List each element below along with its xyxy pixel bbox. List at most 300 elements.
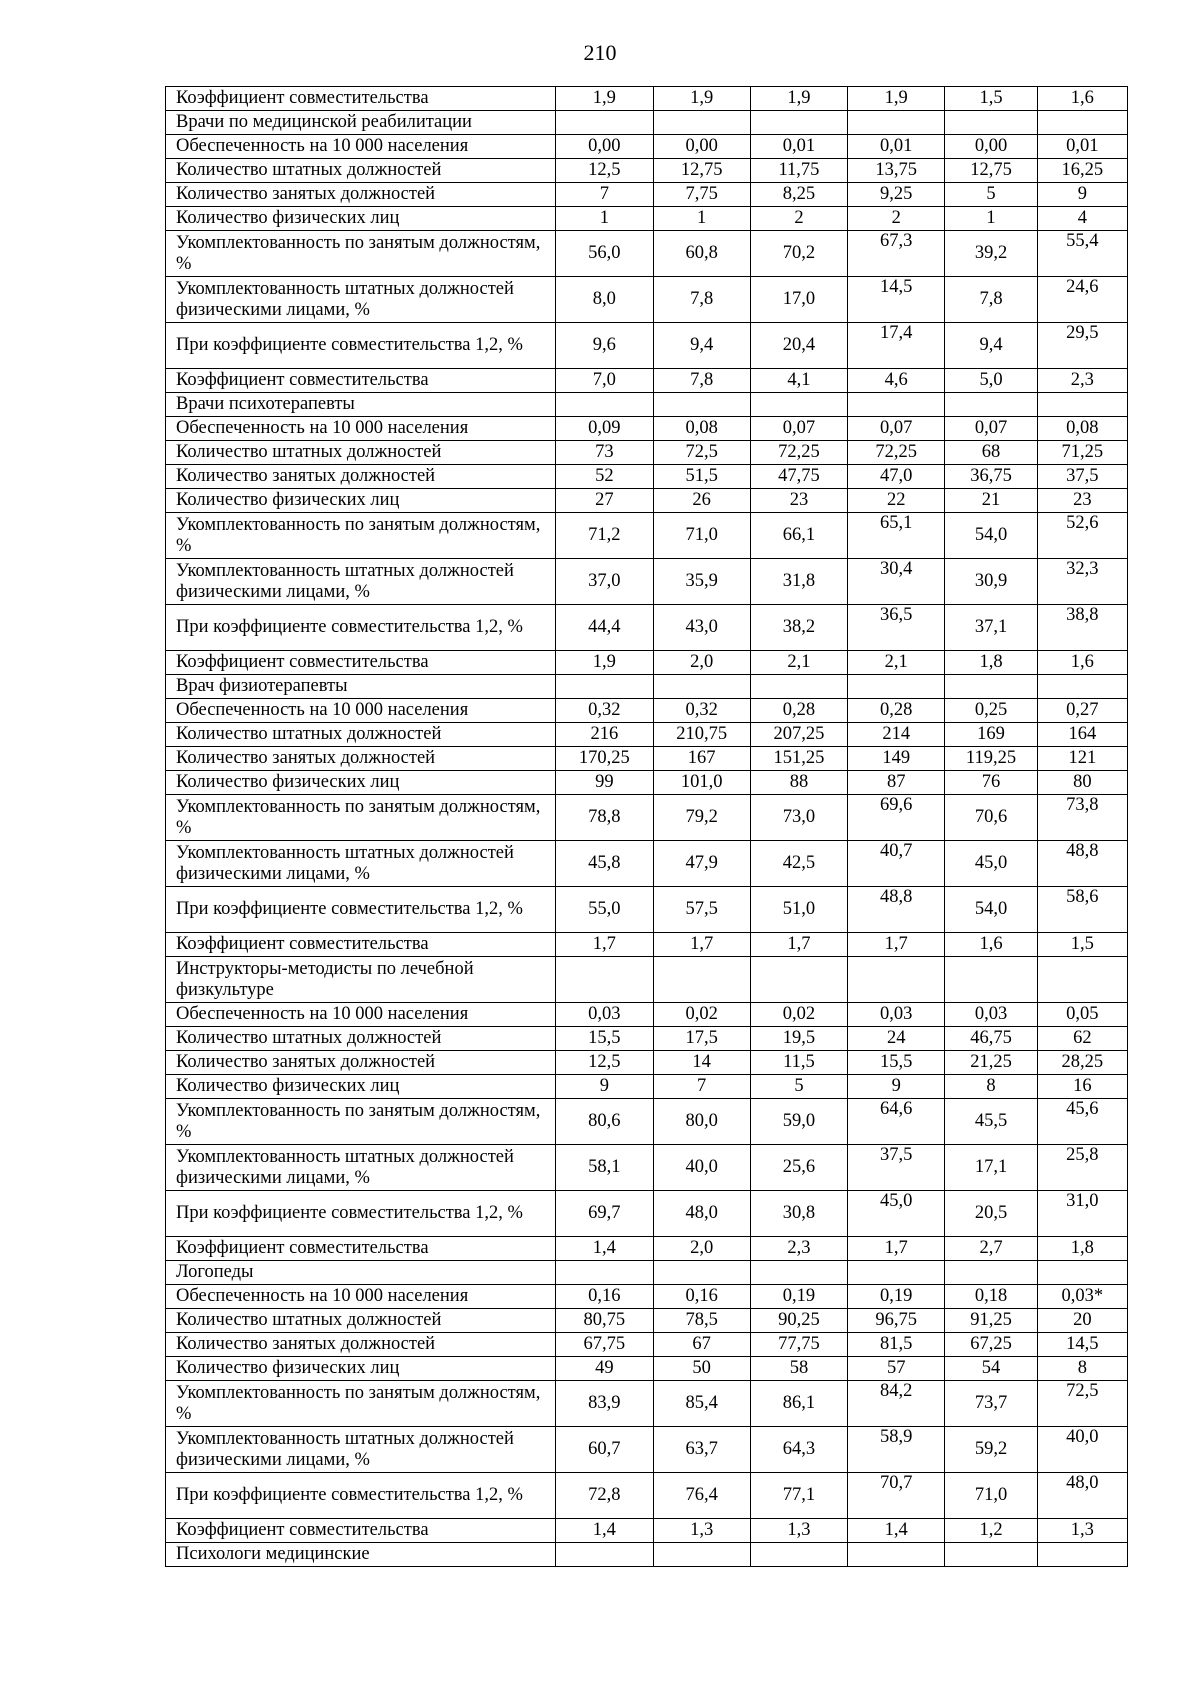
table-row: [166, 1357, 1128, 1381]
cell-value-col-3: 47,75: [750, 465, 847, 489]
cell-value-col-6: 71,25: [1037, 441, 1127, 465]
cell-value-col-2: 12,75: [653, 159, 750, 183]
cell-value-col-6: 16: [1037, 1075, 1127, 1099]
cell-value-col-6: 37,5: [1037, 465, 1127, 489]
cell-value-col-5: 169: [945, 723, 1037, 747]
cell-value-col-5: 119,25: [945, 747, 1037, 771]
cell-value-col-5: 59,2: [945, 1427, 1037, 1473]
cell-value-col-5: [945, 957, 1037, 1003]
cell-value-col-5: 70,6: [945, 795, 1037, 841]
cell-value-col-2: 60,8: [653, 231, 750, 277]
row-label: Психологи медицинские: [166, 1543, 556, 1567]
cell-value-col-5: 30,9: [945, 559, 1037, 605]
cell-value-col-5: 76: [945, 771, 1037, 795]
row-label: При коэффициенте совместительства 1,2, %: [166, 887, 556, 933]
cell-value-col-1: 7: [556, 183, 653, 207]
table-row: [166, 1543, 1128, 1567]
cell-value-col-1: 0,32: [556, 699, 653, 723]
cell-value-col-5: 73,7: [945, 1381, 1037, 1427]
cell-value-col-4: 1,7: [848, 1237, 945, 1261]
cell-value-col-4: 57: [848, 1357, 945, 1381]
cell-value-col-5: 1: [945, 207, 1037, 231]
cell-value-col-6: 0,03*: [1037, 1285, 1127, 1309]
table-row: [166, 1051, 1128, 1075]
row-label: Укомплектованность штатных должностей физическими лицами, %: [166, 277, 556, 323]
cell-value-col-3: 2,1: [750, 651, 847, 675]
cell-value-col-4: 48,8: [848, 887, 945, 933]
cell-value-col-1: [556, 957, 653, 1003]
cell-value-col-3: 42,5: [750, 841, 847, 887]
cell-value-col-2: 50: [653, 1357, 750, 1381]
table-row: [166, 723, 1128, 747]
table-row: [166, 135, 1128, 159]
cell-value-col-3: 5: [750, 1075, 847, 1099]
table-row: [166, 1427, 1128, 1473]
cell-value-col-3: 64,3: [750, 1427, 847, 1473]
row-label: При коэффициенте совместительства 1,2, %: [166, 1473, 556, 1519]
cell-value-col-1: 37,0: [556, 559, 653, 605]
cell-value-col-4: 58,9: [848, 1427, 945, 1473]
cell-value-col-6: [1037, 1543, 1127, 1567]
cell-value-col-3: 0,19: [750, 1285, 847, 1309]
row-label: Коэффициент совместительства: [166, 1519, 556, 1543]
cell-value-col-1: 1,4: [556, 1237, 653, 1261]
cell-value-col-5: 21,25: [945, 1051, 1037, 1075]
cell-value-col-2: 79,2: [653, 795, 750, 841]
cell-value-col-1: 8,0: [556, 277, 653, 323]
table-row: [166, 1473, 1128, 1519]
cell-value-col-5: 1,2: [945, 1519, 1037, 1543]
row-label: Укомплектованность по занятым должностям, %: [166, 795, 556, 841]
row-label: Обеспеченность на 10 000 населения: [166, 1003, 556, 1027]
cell-value-col-1: 12,5: [556, 159, 653, 183]
cell-value-col-1: 80,75: [556, 1309, 653, 1333]
cell-value-col-3: 25,6: [750, 1145, 847, 1191]
cell-value-col-1: 1,7: [556, 933, 653, 957]
cell-value-col-4: 22: [848, 489, 945, 513]
cell-value-col-6: 28,25: [1037, 1051, 1127, 1075]
row-label: Количество физических лиц: [166, 771, 556, 795]
cell-value-col-1: 1,9: [556, 87, 653, 111]
table-row: [166, 417, 1128, 441]
cell-value-col-2: 1,9: [653, 87, 750, 111]
cell-value-col-4: 2,1: [848, 651, 945, 675]
table-row: [166, 651, 1128, 675]
row-label: Количество физических лиц: [166, 1357, 556, 1381]
cell-value-col-6: 40,0: [1037, 1427, 1127, 1473]
cell-value-col-6: 8: [1037, 1357, 1127, 1381]
row-label: Обеспеченность на 10 000 населения: [166, 417, 556, 441]
cell-value-col-3: 59,0: [750, 1099, 847, 1145]
row-label: Коэффициент совместительства: [166, 933, 556, 957]
cell-value-col-4: 87: [848, 771, 945, 795]
row-label: При коэффициенте совместительства 1,2, %: [166, 1191, 556, 1237]
cell-value-col-1: 9: [556, 1075, 653, 1099]
cell-value-col-5: 8: [945, 1075, 1037, 1099]
cell-value-col-3: 2: [750, 207, 847, 231]
cell-value-col-2: 1,7: [653, 933, 750, 957]
row-label: Количество штатных должностей: [166, 1309, 556, 1333]
cell-value-col-6: 32,3: [1037, 559, 1127, 605]
table-row: [166, 887, 1128, 933]
cell-value-col-3: 66,1: [750, 513, 847, 559]
cell-value-col-6: 2,3: [1037, 369, 1127, 393]
row-label: Обеспеченность на 10 000 населения: [166, 1285, 556, 1309]
cell-value-col-1: 60,7: [556, 1427, 653, 1473]
table-row: [166, 675, 1128, 699]
cell-value-col-6: [1037, 957, 1127, 1003]
cell-value-col-2: [653, 1543, 750, 1567]
cell-value-col-2: 0,08: [653, 417, 750, 441]
cell-value-col-1: 12,5: [556, 1051, 653, 1075]
cell-value-col-2: 167: [653, 747, 750, 771]
table-row: [166, 1237, 1128, 1261]
cell-value-col-1: 0,16: [556, 1285, 653, 1309]
cell-value-col-3: 38,2: [750, 605, 847, 651]
table-row: [166, 559, 1128, 605]
cell-value-col-6: 1,8: [1037, 1237, 1127, 1261]
row-label: Количество занятых должностей: [166, 1051, 556, 1075]
cell-value-col-6: 48,8: [1037, 841, 1127, 887]
cell-value-col-3: 86,1: [750, 1381, 847, 1427]
table-row: [166, 841, 1128, 887]
cell-value-col-3: 1,9: [750, 87, 847, 111]
cell-value-col-2: [653, 1261, 750, 1285]
cell-value-col-6: 80: [1037, 771, 1127, 795]
cell-value-col-3: [750, 1543, 847, 1567]
cell-value-col-4: [848, 393, 945, 417]
cell-value-col-6: 55,4: [1037, 231, 1127, 277]
cell-value-col-1: 78,8: [556, 795, 653, 841]
cell-value-col-1: 73: [556, 441, 653, 465]
cell-value-col-1: 0,09: [556, 417, 653, 441]
table-row: [166, 231, 1128, 277]
table-row: [166, 393, 1128, 417]
row-label: Количество занятых должностей: [166, 183, 556, 207]
cell-value-col-6: 24,6: [1037, 277, 1127, 323]
cell-value-col-2: 7: [653, 1075, 750, 1099]
cell-value-col-2: 80,0: [653, 1099, 750, 1145]
cell-value-col-6: [1037, 1261, 1127, 1285]
cell-value-col-5: [945, 1543, 1037, 1567]
cell-value-col-2: 78,5: [653, 1309, 750, 1333]
cell-value-col-2: 72,5: [653, 441, 750, 465]
cell-value-col-4: 9: [848, 1075, 945, 1099]
cell-value-col-5: 68: [945, 441, 1037, 465]
row-label: Врач физиотерапевты: [166, 675, 556, 699]
table-row: [166, 369, 1128, 393]
cell-value-col-4: 1,9: [848, 87, 945, 111]
cell-value-col-2: 7,8: [653, 369, 750, 393]
cell-value-col-1: 27: [556, 489, 653, 513]
cell-value-col-5: [945, 393, 1037, 417]
row-label: Врачи по медицинской реабилитации: [166, 111, 556, 135]
row-label: При коэффициенте совместительства 1,2, %: [166, 323, 556, 369]
cell-value-col-5: 71,0: [945, 1473, 1037, 1519]
cell-value-col-4: 0,19: [848, 1285, 945, 1309]
cell-value-col-6: 29,5: [1037, 323, 1127, 369]
cell-value-col-6: 4: [1037, 207, 1127, 231]
cell-value-col-3: 4,1: [750, 369, 847, 393]
cell-value-col-6: 1,5: [1037, 933, 1127, 957]
cell-value-col-5: 39,2: [945, 231, 1037, 277]
cell-value-col-6: 58,6: [1037, 887, 1127, 933]
table-row: [166, 323, 1128, 369]
cell-value-col-5: 2,7: [945, 1237, 1037, 1261]
cell-value-col-2: 67: [653, 1333, 750, 1357]
cell-value-col-2: 40,0: [653, 1145, 750, 1191]
cell-value-col-6: 20: [1037, 1309, 1127, 1333]
cell-value-col-5: 0,03: [945, 1003, 1037, 1027]
cell-value-col-4: 24: [848, 1027, 945, 1051]
cell-value-col-6: 62: [1037, 1027, 1127, 1051]
cell-value-col-1: 1,4: [556, 1519, 653, 1543]
cell-value-col-4: [848, 1543, 945, 1567]
cell-value-col-2: 63,7: [653, 1427, 750, 1473]
cell-value-col-5: [945, 111, 1037, 135]
cell-value-col-1: 55,0: [556, 887, 653, 933]
table-row: [166, 159, 1128, 183]
cell-value-col-3: 11,5: [750, 1051, 847, 1075]
cell-value-col-3: 207,25: [750, 723, 847, 747]
table-row: [166, 1519, 1128, 1543]
table-row: [166, 1191, 1128, 1237]
table-row: [166, 1075, 1128, 1099]
cell-value-col-2: 85,4: [653, 1381, 750, 1427]
cell-value-col-6: 0,27: [1037, 699, 1127, 723]
table-row: [166, 957, 1128, 1003]
cell-value-col-3: 0,28: [750, 699, 847, 723]
cell-value-col-2: 48,0: [653, 1191, 750, 1237]
table-row: [166, 207, 1128, 231]
cell-value-col-6: 0,08: [1037, 417, 1127, 441]
cell-value-col-6: 25,8: [1037, 1145, 1127, 1191]
cell-value-col-3: 31,8: [750, 559, 847, 605]
table-row: [166, 771, 1128, 795]
cell-value-col-1: 83,9: [556, 1381, 653, 1427]
cell-value-col-4: 15,5: [848, 1051, 945, 1075]
cell-value-col-1: 99: [556, 771, 653, 795]
cell-value-col-2: 76,4: [653, 1473, 750, 1519]
cell-value-col-3: 8,25: [750, 183, 847, 207]
cell-value-col-4: 9,25: [848, 183, 945, 207]
cell-value-col-5: 54,0: [945, 887, 1037, 933]
cell-value-col-5: 0,18: [945, 1285, 1037, 1309]
row-label: Количество штатных должностей: [166, 723, 556, 747]
cell-value-col-6: 16,25: [1037, 159, 1127, 183]
cell-value-col-6: 164: [1037, 723, 1127, 747]
cell-value-col-4: 0,03: [848, 1003, 945, 1027]
cell-value-col-2: 0,02: [653, 1003, 750, 1027]
cell-value-col-6: 14,5: [1037, 1333, 1127, 1357]
cell-value-col-6: 121: [1037, 747, 1127, 771]
cell-value-col-5: 1,8: [945, 651, 1037, 675]
cell-value-col-3: 58: [750, 1357, 847, 1381]
cell-value-col-2: 7,75: [653, 183, 750, 207]
cell-value-col-4: 1,7: [848, 933, 945, 957]
cell-value-col-1: 72,8: [556, 1473, 653, 1519]
cell-value-col-6: [1037, 675, 1127, 699]
cell-value-col-4: 70,7: [848, 1473, 945, 1519]
row-label: Инструкторы-методисты по лечебной физкультуре: [166, 957, 556, 1003]
cell-value-col-3: 70,2: [750, 231, 847, 277]
table-row: [166, 465, 1128, 489]
cell-value-col-5: 1,5: [945, 87, 1037, 111]
cell-value-col-2: 43,0: [653, 605, 750, 651]
row-label: Количество физических лиц: [166, 1075, 556, 1099]
row-label: Обеспеченность на 10 000 населения: [166, 699, 556, 723]
page-number: 210: [583, 40, 617, 65]
cell-value-col-1: [556, 1261, 653, 1285]
row-label: Укомплектованность штатных должностей физическими лицами, %: [166, 559, 556, 605]
table-row: [166, 1333, 1128, 1357]
cell-value-col-6: 38,8: [1037, 605, 1127, 651]
cell-value-col-3: 90,25: [750, 1309, 847, 1333]
cell-value-col-5: 67,25: [945, 1333, 1037, 1357]
cell-value-col-1: 67,75: [556, 1333, 653, 1357]
cell-value-col-3: 1,7: [750, 933, 847, 957]
cell-value-col-3: 0,07: [750, 417, 847, 441]
cell-value-col-5: 7,8: [945, 277, 1037, 323]
row-label: Коэффициент совместительства: [166, 1237, 556, 1261]
cell-value-col-5: 5: [945, 183, 1037, 207]
cell-value-col-4: 149: [848, 747, 945, 771]
cell-value-col-5: 45,5: [945, 1099, 1037, 1145]
cell-value-col-5: 12,75: [945, 159, 1037, 183]
cell-value-col-4: 214: [848, 723, 945, 747]
cell-value-col-4: 69,6: [848, 795, 945, 841]
cell-value-col-3: 17,0: [750, 277, 847, 323]
cell-value-col-5: 45,0: [945, 841, 1037, 887]
cell-value-col-5: 1,6: [945, 933, 1037, 957]
cell-value-col-3: 77,75: [750, 1333, 847, 1357]
cell-value-col-2: 0,32: [653, 699, 750, 723]
cell-value-col-2: 9,4: [653, 323, 750, 369]
cell-value-col-3: 0,01: [750, 135, 847, 159]
cell-value-col-4: 14,5: [848, 277, 945, 323]
cell-value-col-4: 0,01: [848, 135, 945, 159]
cell-value-col-2: [653, 957, 750, 1003]
row-label: Количество штатных должностей: [166, 441, 556, 465]
cell-value-col-1: 71,2: [556, 513, 653, 559]
cell-value-col-2: 101,0: [653, 771, 750, 795]
cell-value-col-5: 46,75: [945, 1027, 1037, 1051]
row-label: Укомплектованность по занятым должностям, %: [166, 513, 556, 559]
cell-value-col-1: 1: [556, 207, 653, 231]
cell-value-col-3: 73,0: [750, 795, 847, 841]
cell-value-col-2: [653, 675, 750, 699]
cell-value-col-2: 51,5: [653, 465, 750, 489]
cell-value-col-3: 11,75: [750, 159, 847, 183]
cell-value-col-1: 170,25: [556, 747, 653, 771]
cell-value-col-4: 4,6: [848, 369, 945, 393]
cell-value-col-2: 26: [653, 489, 750, 513]
table-row: [166, 441, 1128, 465]
cell-value-col-6: 48,0: [1037, 1473, 1127, 1519]
cell-value-col-6: 72,5: [1037, 1381, 1127, 1427]
cell-value-col-5: 54,0: [945, 513, 1037, 559]
cell-value-col-1: [556, 393, 653, 417]
table-row: [166, 111, 1128, 135]
cell-value-col-3: 2,3: [750, 1237, 847, 1261]
table-row: [166, 277, 1128, 323]
cell-value-col-3: 23: [750, 489, 847, 513]
cell-value-col-6: [1037, 111, 1127, 135]
cell-value-col-6: 0,05: [1037, 1003, 1127, 1027]
cell-value-col-4: [848, 957, 945, 1003]
table-row: [166, 1309, 1128, 1333]
table-row: [166, 795, 1128, 841]
cell-value-col-1: [556, 1543, 653, 1567]
cell-value-col-1: 80,6: [556, 1099, 653, 1145]
cell-value-col-1: 0,00: [556, 135, 653, 159]
cell-value-col-5: 37,1: [945, 605, 1037, 651]
cell-value-col-6: 9: [1037, 183, 1127, 207]
cell-value-col-2: 1,3: [653, 1519, 750, 1543]
table-row: [166, 699, 1128, 723]
row-label: Количество занятых должностей: [166, 465, 556, 489]
row-label: Коэффициент совместительства: [166, 369, 556, 393]
cell-value-col-4: 72,25: [848, 441, 945, 465]
cell-value-col-4: 0,07: [848, 417, 945, 441]
cell-value-col-1: 7,0: [556, 369, 653, 393]
cell-value-col-4: 37,5: [848, 1145, 945, 1191]
row-label: Укомплектованность по занятым должностям, %: [166, 1099, 556, 1145]
cell-value-col-4: 1,4: [848, 1519, 945, 1543]
cell-value-col-3: 51,0: [750, 887, 847, 933]
table-row: [166, 489, 1128, 513]
cell-value-col-5: 0,07: [945, 417, 1037, 441]
cell-value-col-4: 13,75: [848, 159, 945, 183]
cell-value-col-2: [653, 111, 750, 135]
row-label: Врачи психотерапевты: [166, 393, 556, 417]
row-label: Количество физических лиц: [166, 207, 556, 231]
row-label: Количество занятых должностей: [166, 1333, 556, 1357]
cell-value-col-1: 58,1: [556, 1145, 653, 1191]
cell-value-col-1: 1,9: [556, 651, 653, 675]
row-label: Укомплектованность по занятым должностям, %: [166, 231, 556, 277]
cell-value-col-5: [945, 675, 1037, 699]
cell-value-col-2: 71,0: [653, 513, 750, 559]
cell-value-col-6: 23: [1037, 489, 1127, 513]
row-label: Укомплектованность штатных должностей физическими лицами, %: [166, 1427, 556, 1473]
table-row: [166, 1145, 1128, 1191]
row-label: Количество штатных должностей: [166, 159, 556, 183]
row-label: При коэффициенте совместительства 1,2, %: [166, 605, 556, 651]
table-row: [166, 1285, 1128, 1309]
cell-value-col-5: 9,4: [945, 323, 1037, 369]
cell-value-col-5: 54: [945, 1357, 1037, 1381]
cell-value-col-4: 40,7: [848, 841, 945, 887]
table-row: [166, 87, 1128, 111]
row-label: Укомплектованность по занятым должностям, %: [166, 1381, 556, 1427]
cell-value-col-6: 1,6: [1037, 651, 1127, 675]
cell-value-col-5: 21: [945, 489, 1037, 513]
cell-value-col-6: 1,3: [1037, 1519, 1127, 1543]
cell-value-col-3: 30,8: [750, 1191, 847, 1237]
cell-value-col-6: 45,6: [1037, 1099, 1127, 1145]
row-label: Коэффициент совместительства: [166, 87, 556, 111]
row-label: Количество физических лиц: [166, 489, 556, 513]
cell-value-col-3: [750, 957, 847, 1003]
cell-value-col-3: 20,4: [750, 323, 847, 369]
cell-value-col-4: 0,28: [848, 699, 945, 723]
cell-value-col-2: 1: [653, 207, 750, 231]
cell-value-col-5: 17,1: [945, 1145, 1037, 1191]
cell-value-col-4: 64,6: [848, 1099, 945, 1145]
cell-value-col-6: 31,0: [1037, 1191, 1127, 1237]
cell-value-col-4: 65,1: [848, 513, 945, 559]
